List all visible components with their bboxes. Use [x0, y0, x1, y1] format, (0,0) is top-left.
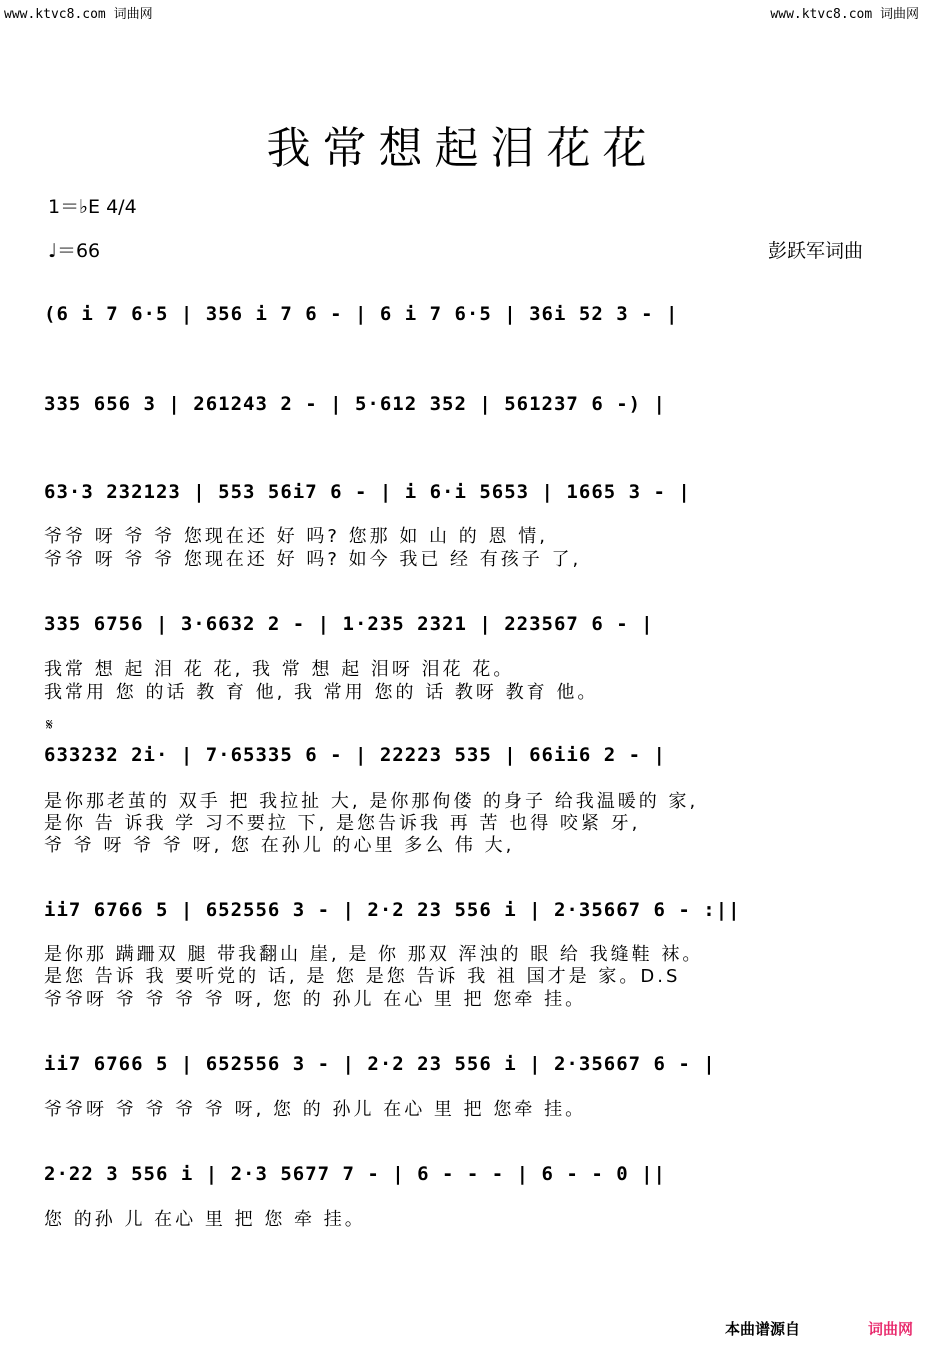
page-title: 我常想起泪花花 — [266, 123, 659, 174]
segno-sign: 𝄋 — [46, 715, 53, 734]
lyric-line-4-verse-2: 我常用 您 的话 教 育 他, 我 常用 您的 话 教呀 教育 他。 — [44, 682, 599, 703]
notation-line-6: ii7 6766 5 | 652556 3 - | 2·2 23 556 i | 2·35667 6 - :|| — [44, 899, 741, 921]
lyric-line-5-verse-2: 是你 告 诉我 学 习不要拉 下, 是您告诉我 再 苦 也得 咬紧 牙, — [44, 813, 641, 834]
notation-line-4: 335 6756 | 3·6632 2 - | 1·235 2321 | 223567 6 - | — [44, 613, 654, 635]
footer-source-label: 本曲谱源自 — [724, 1320, 800, 1338]
lyric-line-3-verse-1: 爷爷 呀 爷 爷 您现在还 好 吗? 您那 如 山 的 恩 情, — [44, 526, 548, 547]
notation-line-8: 2·22 3 556 i | 2·3 5677 7 - | 6 - - - | 6 - - 0 || — [44, 1163, 666, 1185]
watermark-right: www.ktvc8.com 词曲网 — [770, 7, 919, 22]
lyric-line-5-verse-1: 是你那老茧的 双手 把 我拉扯 大, 是你那佝偻 的身子 给我温暖的 家, — [44, 791, 699, 812]
key-signature: 1＝♭E 4/4 — [48, 196, 137, 218]
footer-logo[interactable]: 词曲网 — [867, 1320, 913, 1338]
lyric-line-5-verse-3: 爷 爷 呀 爷 爷 呀, 您 在孙儿 的心里 多么 伟 大, — [44, 835, 515, 856]
lyric-line-6-verse-2: 是您 告诉 我 要听党的 话, 是 您 是您 告诉 我 祖 国才是 家。D.S — [44, 966, 681, 987]
notation-line-7: ii7 6766 5 | 652556 3 - | 2·2 23 556 i | 2·35667 6 - | — [44, 1053, 716, 1075]
notation-line-5: 633232 2i· | 7·65335 6 - | 22223 535 | 66ii6 2 - | — [44, 744, 666, 766]
author-credit: 彭跃军词曲 — [767, 240, 863, 262]
lyric-line-7-verse-1: 爷爷呀 爷 爷 爷 爷 呀, 您 的 孙儿 在心 里 把 您牵 挂。 — [44, 1099, 587, 1120]
lyric-line-8-verse-1: 您 的孙 儿 在心 里 把 您 牵 挂。 — [44, 1209, 366, 1230]
notation-line-3: 63·3 232123 | 553 56i7 6 - | i 6·i 5653 | 1665 3 - | — [44, 481, 691, 503]
lyric-line-4-verse-1: 我常 想 起 泪 花 花, 我 常 想 起 泪呀 泪花 花。 — [44, 659, 515, 680]
lyric-line-6-verse-3: 爷爷呀 爷 爷 爷 爷 呀, 您 的 孙儿 在心 里 把 您牵 挂。 — [44, 989, 587, 1010]
lyric-line-3-verse-2: 爷爷 呀 爷 爷 您现在还 好 吗? 如今 我已 经 有孩子 了, — [44, 549, 582, 570]
tempo-marking: ♩＝66 — [48, 240, 101, 262]
watermark-left: www.ktvc8.com 词曲网 — [4, 7, 153, 22]
notation-line-2: 335 656 3 | 261243 2 - | 5·612 352 | 561237 6 -) | — [44, 393, 666, 415]
notation-line-1: (6 i 7 6·5 | 356 i 7 6 - | 6 i 7 6·5 | 36i 52 3 - | — [44, 303, 679, 325]
lyric-line-6-verse-1: 是你那 蹒跚双 腿 带我翻山 崖, 是 你 那双 浑浊的 眼 给 我缝鞋 袜。 — [44, 944, 704, 965]
